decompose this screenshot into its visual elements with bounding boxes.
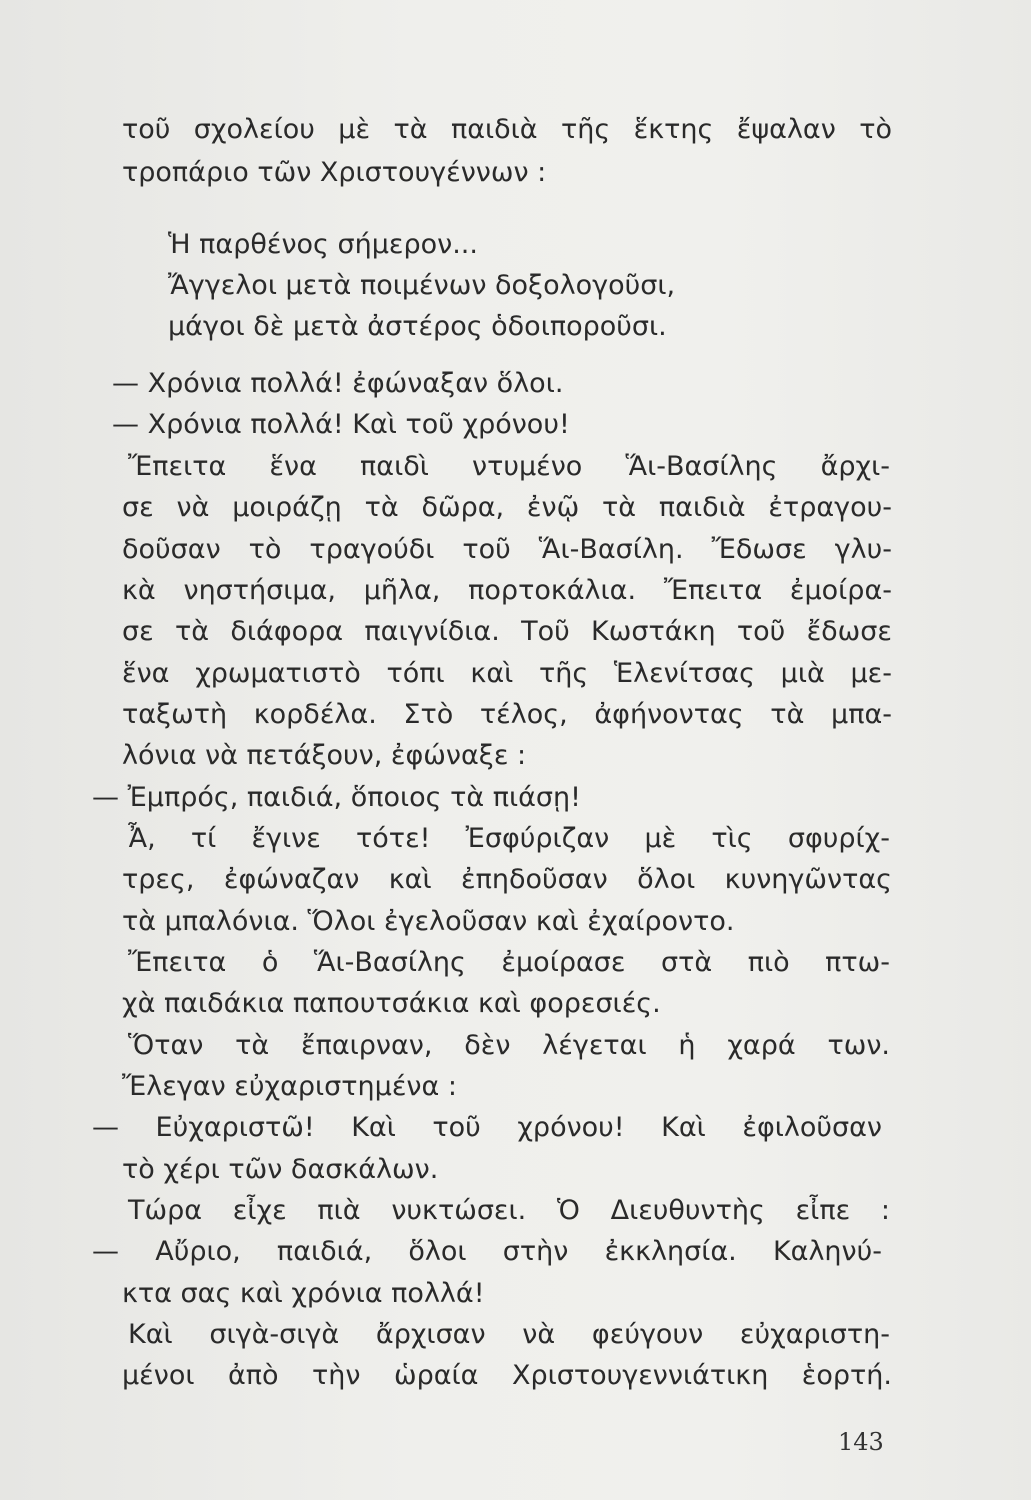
text-line-24: — Εὐχαριστῶ! Καὶ τοῦ χρόνου! Καὶ ἐφιλοῦσαν bbox=[92, 1112, 882, 1143]
text-line-30: μένοι ἀπὸ τὴν ὡραία Χριστουγεννιάτικη ἑορτή. bbox=[122, 1360, 892, 1391]
text-line-10: δοῦσαν τὸ τραγούδι τοῦ Ἅι-Βασίλη. Ἔδωσε γλυ- bbox=[122, 534, 892, 565]
text-line-22: Ὅταν τὰ ἔπαιρναν, δὲν λέγεται ἡ χαρά των. bbox=[128, 1030, 890, 1061]
hymn-line-3: μάγοι δὲ μετὰ ἀστέρος ὁδοιποροῦσι. bbox=[168, 311, 667, 342]
text-line-25: τὸ χέρι τῶν δασκάλων. bbox=[122, 1154, 439, 1185]
text-line-9: σε νὰ μοιράζῃ τὰ δῶρα, ἐνῷ τὰ παιδιὰ ἐτραγου- bbox=[122, 492, 892, 523]
text-line-14: ταξωτὴ κορδέλα. Στὸ τέλος, ἀφήνοντας τὰ μπα- bbox=[122, 699, 892, 730]
text-line-7: — Χρόνια πολλά! Καὶ τοῦ χρόνου! bbox=[112, 409, 570, 440]
text-line-19: τὰ μπαλόνια. Ὅλοι ἐγελοῦσαν καὶ ἐχαίροντο. bbox=[122, 906, 735, 937]
text-line-13: ἕνα χρωματιστὸ τόπι καὶ τῆς Ἑλενίτσας μιὰ με- bbox=[122, 658, 892, 689]
text-line-29: Καὶ σιγὰ-σιγὰ ἄρχισαν νὰ φεύγουν εὐχαριστη- bbox=[128, 1319, 890, 1350]
text-line-17: Ἆ, τί ἔγινε τότε! Ἐσφύριζαν μὲ τὶς σφυρίχ- bbox=[128, 823, 890, 854]
text-line-2: τροπάριο τῶν Χριστουγέννων : bbox=[122, 157, 547, 188]
text-line-6: — Χρόνια πολλά! ἐφώναξαν ὅλοι. bbox=[112, 368, 564, 399]
text-line-28: κτα σας καὶ χρόνια πολλά! bbox=[122, 1278, 485, 1309]
text-line-1: τοῦ σχολείου μὲ τὰ παιδιὰ τῆς ἕκτης ἔψαλαν τὸ bbox=[122, 114, 892, 145]
text-line-15: λόνια νὰ πετάξουν, ἐφώναξε : bbox=[122, 740, 527, 771]
text-line-8: Ἔπειτα ἕνα παιδὶ ντυμένο Ἅι-Βασίλης ἄρχι- bbox=[128, 451, 890, 482]
hymn-line-2: Ἄγγελοι μετὰ ποιμένων δοξολογοῦσι, bbox=[168, 270, 676, 301]
text-line-26: Τώρα εἶχε πιὰ νυκτώσει. Ὁ Διευθυντὴς εἶπε : bbox=[128, 1195, 890, 1226]
page-number: 143 bbox=[838, 1428, 884, 1456]
text-line-11: κὰ νηστήσιμα, μῆλα, πορτοκάλια. Ἔπειτα ἐμοίρα- bbox=[122, 575, 892, 606]
text-line-12: σε τὰ διάφορα παιγνίδια. Τοῦ Κωστάκη τοῦ ἔδωσε bbox=[122, 616, 892, 647]
text-line-20: Ἔπειτα ὁ Ἅι-Βασίλης ἐμοίρασε στὰ πιὸ πτω- bbox=[128, 947, 890, 978]
text-line-16: — Ἐμπρός, παιδιά, ὅποιος τὰ πιάσῃ! bbox=[92, 782, 581, 813]
text-line-21: χὰ παιδάκια παπουτσάκια καὶ φορεσιές. bbox=[122, 988, 661, 1019]
hymn-line-1: Ἡ παρθένος σήμερον... bbox=[168, 229, 478, 260]
text-line-23: Ἔλεγαν εὐχαριστημένα : bbox=[122, 1071, 457, 1102]
text-line-27: — Αὔριο, παιδιά, ὅλοι στὴν ἐκκλησία. Καληνύ- bbox=[92, 1236, 882, 1267]
text-line-18: τρες, ἐφώναζαν καὶ ἐπηδοῦσαν ὅλοι κυνηγῶντας bbox=[122, 864, 892, 895]
